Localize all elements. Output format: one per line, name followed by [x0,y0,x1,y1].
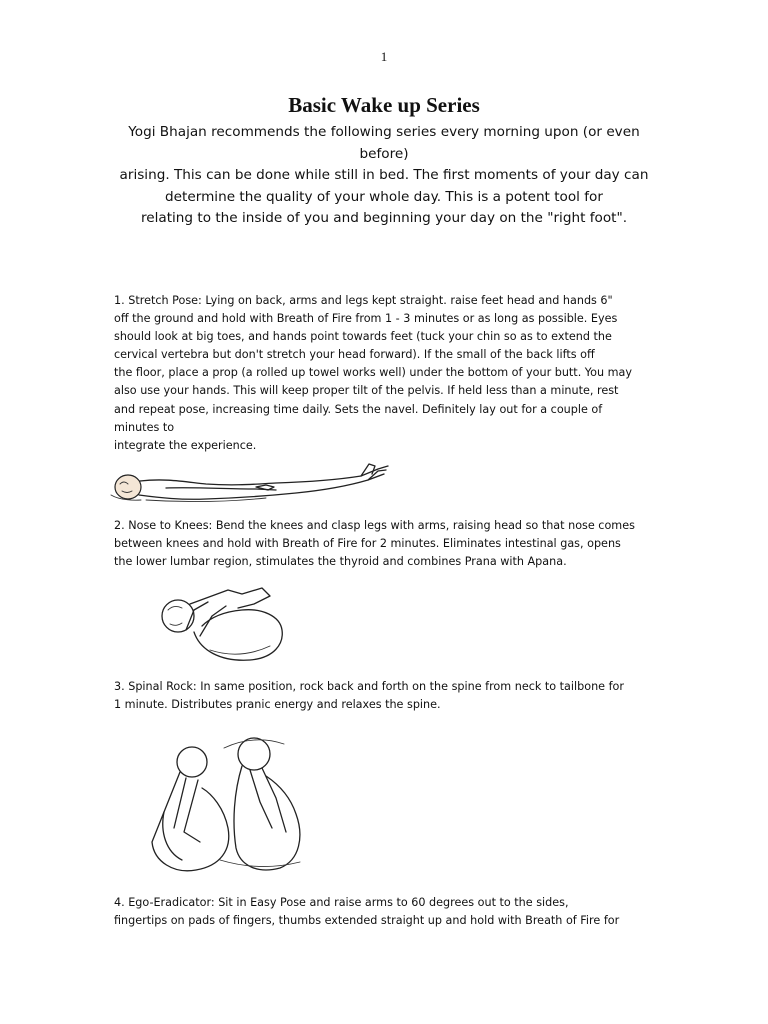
page-number: 1 [380,49,388,64]
exercise-3-text [114,678,662,714]
intro-line: Yogi Bhajan recommends the following series every morning upon (or even before) [128,124,640,162]
text-line: 3. Spinal Rock: In same position, rock back and forth on the spine from neck to tailbone for [114,680,624,693]
face-lines [168,606,182,625]
text-line: should look at big toes, and hands point towards feet (tuck your chin so as to extend the [114,330,612,344]
exercise-2-text [114,517,662,571]
left-figure-legs [163,812,182,860]
text-line: 1 minute. Distributes pranic energy and relaxes the spine. [114,698,441,712]
spinal-rock-illustration [124,732,364,882]
body-shading [210,646,270,654]
text-line: the lower lumbar region, stimulates the thyroid and combines Prana with Apana. [114,555,567,569]
text-line: 4. Ego-Eradicator: Sit in Easy Pose and raise arms to 60 degrees out to the sides, [114,896,569,909]
left-figure-head [177,747,207,777]
left-figure-arms [174,778,200,842]
text-line: off the ground and hold with Breath of Fire from 1 - 3 minutes or as long as possible. Eyes [114,312,618,326]
exercise-4-text [114,894,662,930]
intro-paragraph [110,122,658,230]
intro-line: arising. This can be done while still in bed. The first moments of your day can [119,167,649,183]
text-line: also use your hands. This will keep proper tilt of the pelvis. If held less than a minute, rest [114,384,619,398]
nose-to-knees-drawing [150,580,290,670]
text-line: 1. Stretch Pose: Lying on back, arms and legs kept straight. raise feet head and hands 6" [114,294,613,307]
text-line: between knees and hold with Breath of Fire for 2 minutes. Eliminates intestinal gas, opens [114,537,621,551]
text-line: the floor, place a prop (a rolled up towel works well) under the bottom of your butt. You may [114,366,633,380]
right-figure-head [238,738,270,770]
spinal-rock-drawing [124,732,364,882]
intro-line: relating to the inside of you and beginning your day on the "right foot". [140,210,628,226]
text-line: 2. Nose to Knees: Bend the knees and clasp legs with arms, raising head so that nose comes [114,519,635,532]
page-title: Basic Wake up Series [288,93,480,117]
stretch-pose-illustration [106,460,396,510]
nose-to-knees-illustration [150,580,290,670]
text-line: cervical vertebra but don't stretch your head forward). If the small of the back lifts off [114,348,595,362]
text-line: minutes to [114,420,175,434]
intro-line: determine the quality of your whole day. This is a potent tool for [165,188,603,205]
body-top-outline [140,466,388,485]
exercise-1-text [114,292,662,455]
head-shape [115,475,141,499]
text-line: integrate the experience. [114,438,257,452]
text-line: and repeat pose, increasing time daily. Sets the navel. Definitely lay out for a couple of [114,402,603,416]
left-figure-body [152,772,229,871]
stretch-pose-drawing [106,460,396,510]
head-shape [162,600,194,632]
text-line: fingertips on pads of fingers, thumbs extended straight up and hold with Breath of Fire for [114,914,620,928]
thigh-back-outline [194,610,282,661]
